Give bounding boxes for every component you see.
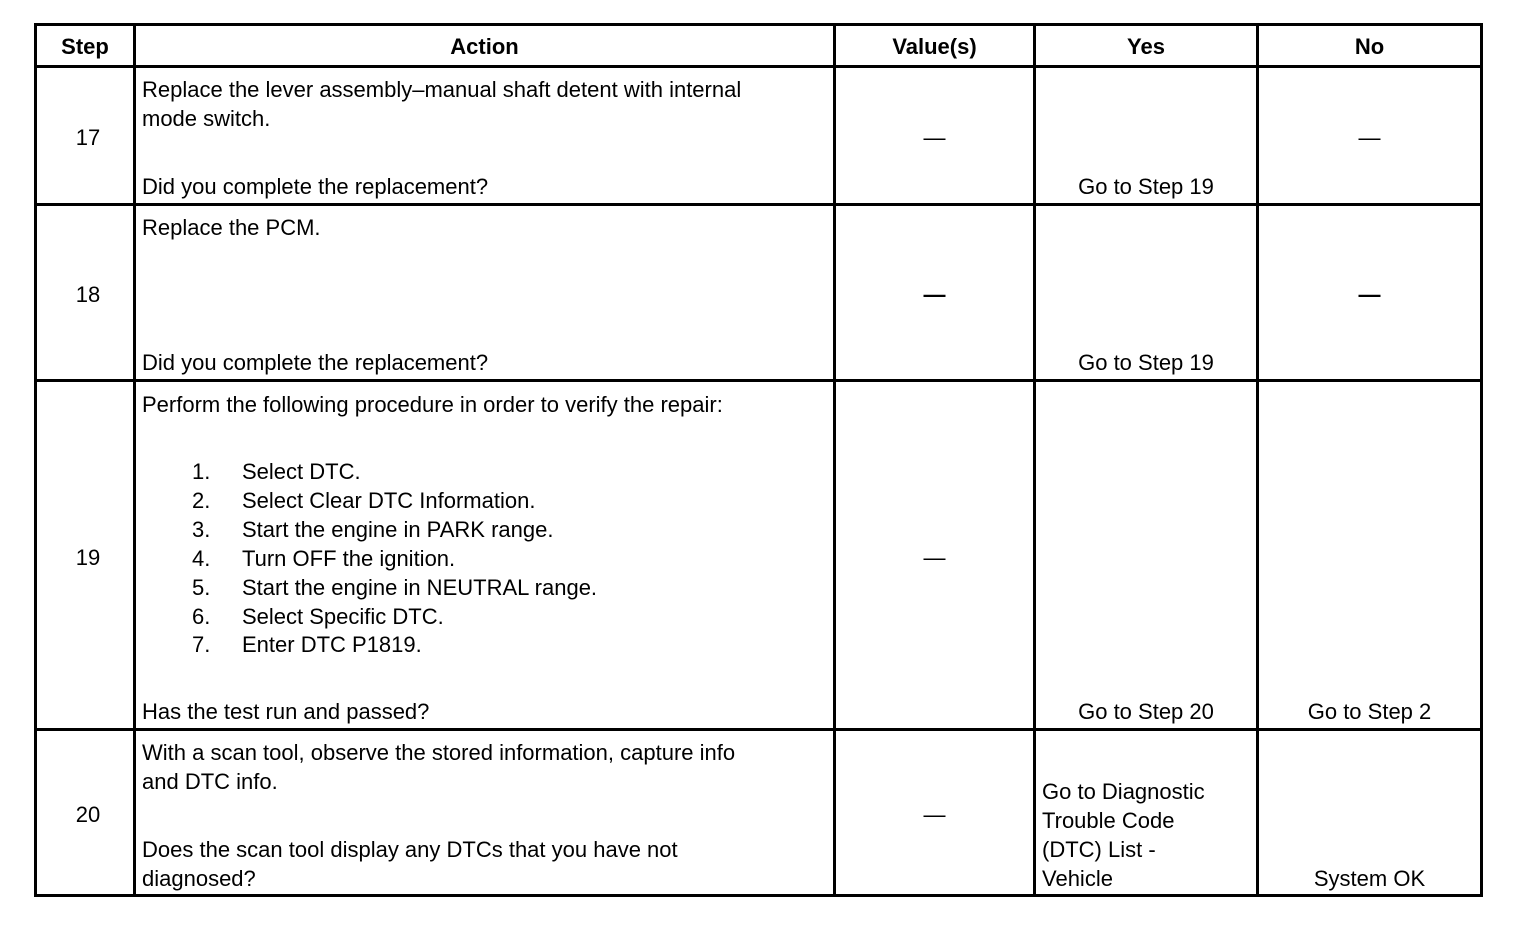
row-divider <box>37 728 1480 731</box>
column-divider <box>1256 26 1259 894</box>
step-number: 18 <box>75 282 101 307</box>
list-item-number: 6. <box>192 604 211 629</box>
yes-action: Go to Step 19 <box>1078 174 1214 199</box>
action-text: and DTC info. <box>142 769 278 794</box>
value-dash: — <box>923 282 946 307</box>
list-item: Select Clear DTC Information. <box>242 488 536 513</box>
header-step: Step <box>61 34 109 59</box>
action-text: mode switch. <box>142 106 271 131</box>
yes-action: (DTC) List - <box>1042 837 1156 862</box>
action-text: With a scan tool, observe the stored information, capture info <box>142 740 736 765</box>
list-item-number: 1. <box>192 459 211 484</box>
action-text: Replace the lever assembly–manual shaft detent with internal <box>142 77 742 102</box>
no-action: — <box>1358 282 1381 307</box>
no-action: — <box>1358 125 1381 150</box>
step-number: 20 <box>75 802 101 827</box>
value-dash: — <box>923 125 946 150</box>
action-text: Perform the following procedure in order to verify the repair: <box>142 392 723 417</box>
step-number: 19 <box>75 545 101 570</box>
list-item: Start the engine in NEUTRAL range. <box>242 575 598 600</box>
yes-action: Trouble Code <box>1042 808 1175 833</box>
header-action: Action <box>450 34 519 59</box>
header-values: Value(s) <box>892 34 977 59</box>
list-item: Select DTC. <box>242 459 361 484</box>
list-item: Start the engine in PARK range. <box>242 517 554 542</box>
header-no: No <box>1354 34 1385 59</box>
column-divider <box>133 26 136 894</box>
question-text: Does the scan tool display any DTCs that you have not <box>142 837 678 862</box>
list-item-number: 2. <box>192 488 211 513</box>
header-yes: Yes <box>1127 34 1165 59</box>
list-item: Select Specific DTC. <box>242 604 444 629</box>
no-action: System OK <box>1313 866 1426 891</box>
no-action: Go to Step 2 <box>1307 699 1432 724</box>
list-item-number: 3. <box>192 517 211 542</box>
question-text: Has the test run and passed? <box>142 699 430 724</box>
row-divider <box>37 379 1480 382</box>
yes-action: Go to Step 19 <box>1078 350 1214 375</box>
list-item-number: 5. <box>192 575 211 600</box>
yes-action: Go to Diagnostic <box>1042 779 1205 804</box>
yes-action: Go to Step 20 <box>1078 699 1214 724</box>
row-divider <box>37 203 1480 206</box>
question-text: diagnosed? <box>142 866 256 891</box>
list-item: Turn OFF the ignition. <box>242 546 456 571</box>
row-divider <box>37 65 1480 68</box>
value-dash: — <box>923 802 946 827</box>
list-item: Enter DTC P1819. <box>242 632 422 657</box>
list-item-number: 4. <box>192 546 211 571</box>
diagnostic-table <box>34 23 1483 897</box>
column-divider <box>833 26 836 894</box>
question-text: Did you complete the replacement? <box>142 174 489 199</box>
column-divider <box>1033 26 1036 894</box>
question-text: Did you complete the replacement? <box>142 350 489 375</box>
list-item-number: 7. <box>192 632 211 657</box>
action-text: Replace the PCM. <box>142 215 321 240</box>
step-number: 17 <box>75 125 101 150</box>
yes-action: Vehicle <box>1042 866 1113 891</box>
value-dash: — <box>923 545 946 570</box>
